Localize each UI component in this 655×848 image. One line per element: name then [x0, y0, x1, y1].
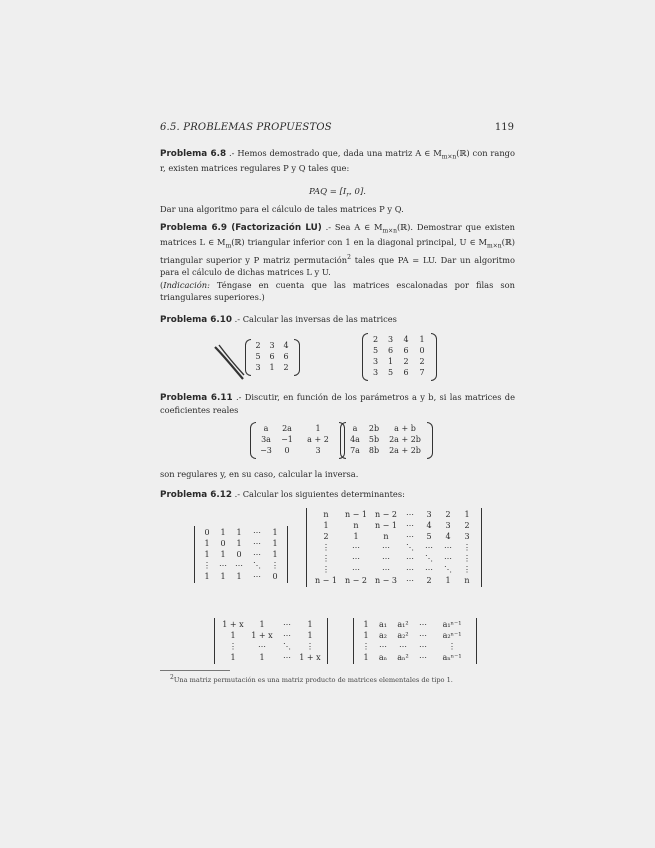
- matrix-cell: 5: [426, 532, 432, 541]
- matrix-cell: ⋮: [463, 543, 471, 552]
- right-parenthesis: [294, 339, 300, 376]
- matrix-cell: aₙ: [378, 653, 388, 662]
- matrix-cell: 1: [204, 539, 210, 548]
- matrix-cell: 6: [403, 346, 409, 355]
- problem-6-11-title: Problema 6.11: [160, 393, 233, 403]
- matrix-cell: 2: [419, 357, 425, 366]
- p69-t2: (ℝ). Demostrar que existen matrices L ∈ M: [160, 222, 516, 248]
- matrix-cell: ⋯: [352, 554, 360, 563]
- matrix-cell: 0: [204, 528, 210, 537]
- matrix-cell: n: [323, 510, 329, 519]
- matrix-cell: ⋯: [399, 642, 407, 651]
- matrix-cell: n − 2: [344, 576, 368, 585]
- p69-s3: m×n: [487, 242, 502, 250]
- matrix-cell: ⋯: [406, 521, 414, 530]
- matrix-grid: [199, 527, 283, 582]
- matrix-cell: 2b: [368, 424, 380, 433]
- matrix-grid: [311, 509, 477, 586]
- matrix-cell: 5: [372, 346, 379, 355]
- left-determinant-bar: [194, 526, 195, 583]
- p69-s1: m×n: [382, 227, 398, 235]
- matrix-cell: 2: [426, 576, 432, 585]
- problem-6-8-title: Problema 6.8: [160, 149, 227, 159]
- matrix-grid: [368, 334, 430, 378]
- matrix-cell: 1 + x: [251, 631, 273, 640]
- matrix-cell: ⋯: [406, 554, 414, 563]
- matrix-cell: 1: [204, 572, 210, 581]
- matrix-cell: 0: [236, 550, 242, 559]
- matrix-cell: n: [353, 521, 359, 530]
- matrix-cell: ⋯: [419, 620, 427, 629]
- matrix-cell: ⋯: [235, 561, 243, 570]
- matrix-cell: ⋯: [258, 642, 266, 651]
- matrix-cell: 5: [255, 352, 261, 361]
- matrix-cell: 3: [372, 357, 379, 366]
- matrix-cell: ⋯: [406, 576, 414, 585]
- matrix-cell: a₂: [379, 631, 387, 640]
- matrix-cell: 1: [236, 528, 242, 537]
- matrix-cell: 3: [255, 363, 261, 372]
- matrix-cell: 2a: [282, 424, 292, 433]
- matrix-cell: ⋯: [283, 631, 291, 640]
- matrix-cell: 1: [387, 357, 394, 366]
- matrix-cell: 6: [403, 368, 409, 377]
- matrix-cell: ⋮: [306, 642, 314, 651]
- matrix-cell: 1: [315, 424, 321, 433]
- matrix-cell: n − 1: [344, 510, 368, 519]
- problem-6-11-after: son regulares y, en su caso, calcular la inversa.: [160, 469, 359, 479]
- matrix-cell: 1: [363, 620, 369, 629]
- p610-text: .- Calcular las inversas de las matrices: [231, 314, 397, 324]
- matrix-cell: 5b: [368, 435, 380, 444]
- matrix-cell: ⋯: [283, 653, 291, 662]
- eq-sub: r: [346, 191, 350, 199]
- matrix-cell: ⋮: [322, 565, 330, 574]
- matrix-cell: 1 + x: [222, 620, 244, 629]
- problem-6-10-title: Problema 6.10: [160, 315, 232, 325]
- footnote-text: Una matriz permutación es una matriz producto de matrices elementales de tipo 1.: [173, 676, 453, 685]
- matrix-cell: aₙⁿ⁻¹: [442, 653, 462, 662]
- p69-t3: (ℝ) triangular inferior con 1 en la diagonal principal, U ∈ M: [231, 237, 488, 248]
- matrix-cell: ⋮: [271, 561, 279, 570]
- matrix-cell: 2: [403, 357, 409, 366]
- matrix-cell: 3a: [261, 435, 271, 444]
- matrix-cell: 2a + 2b: [389, 446, 421, 455]
- matrix-cell: a₁ⁿ⁻¹: [442, 620, 462, 629]
- matrix-cell: ⋮: [448, 642, 456, 651]
- matrix-cell: 2: [445, 510, 451, 519]
- matrix-cell: ⋯: [419, 642, 427, 651]
- matrix-cell: 1: [323, 521, 329, 530]
- matrix-cell: ⋯: [253, 528, 261, 537]
- matrix-cell: 7a: [350, 446, 360, 455]
- matrix-cell: 6: [387, 346, 394, 355]
- matrix-cell: a: [352, 424, 358, 433]
- matrix-cell: 1: [236, 539, 242, 548]
- matrix-cell: n − 3: [374, 576, 398, 585]
- matrix-cell: 3: [269, 341, 275, 350]
- eq-part-1: PAQ = [I: [309, 187, 347, 197]
- matrix-cell: ⋱: [444, 565, 452, 574]
- problem-6-8-text2: (ℝ) con rango r, existen matrices regulares P y Q tales que:: [160, 148, 515, 174]
- matrix-cell: 3: [315, 446, 321, 455]
- hint-text: Téngase en cuenta que las matrices escalonadas por filas son triangulares superiores.): [160, 280, 515, 302]
- matrix-cell: n − 1: [374, 521, 398, 530]
- matrix-cell: 1: [363, 631, 369, 640]
- matrix-cell: 1: [307, 620, 313, 629]
- matrix-cell: 1: [220, 528, 226, 537]
- matrix-cell: 3: [464, 532, 470, 541]
- matrix-cell: a₁²: [397, 620, 409, 629]
- right-determinant-bar: [287, 526, 288, 583]
- matrix-cell: 4a: [350, 435, 360, 444]
- left-determinant-bar: [214, 618, 215, 664]
- matrix-cell: 1: [353, 532, 359, 541]
- matrix-cell: 1: [220, 550, 226, 559]
- matrix-cell: 1: [259, 653, 265, 662]
- p69-t1: .- Sea A ∈ M: [321, 222, 383, 232]
- matrix-cell: ⋯: [444, 554, 452, 563]
- matrix-cell: ⋯: [253, 539, 261, 548]
- matrix-cell: 1: [230, 653, 236, 662]
- matrix-cell: ⋱: [406, 543, 414, 552]
- matrix-cell: 5: [387, 368, 394, 377]
- matrix-cell: n − 2: [374, 510, 398, 519]
- problem-6-8-sub: m×n: [441, 153, 457, 161]
- matrix-cell: ⋯: [382, 543, 390, 552]
- matrix-cell: 6: [269, 352, 275, 361]
- p69-s2: m: [225, 242, 232, 250]
- problem-6-9-title: Problema 6.9 (Factorización LU): [160, 223, 322, 233]
- right-parenthesis: [431, 333, 437, 381]
- matrix-cell: n: [383, 532, 389, 541]
- matrix-cell: 3: [372, 368, 379, 377]
- hint-label: Indicación:: [163, 280, 210, 290]
- matrix-cell: a₁: [379, 620, 387, 629]
- matrix-cell: 0: [272, 572, 278, 581]
- matrix-cell: 1: [419, 335, 425, 344]
- matrix-cell: a₂²: [397, 631, 409, 640]
- matrix-cell: 2: [464, 521, 470, 530]
- p69-footnote-mark: 2: [347, 254, 351, 262]
- matrix-cell: 1: [307, 631, 313, 640]
- matrix-cell: 2: [283, 363, 289, 372]
- matrix-cell: ⋯: [419, 631, 427, 640]
- matrix-cell: ⋯: [352, 565, 360, 574]
- eq-part-2: , 0].: [349, 187, 366, 197]
- problem-6-12: [160, 489, 515, 502]
- matrix-cell: ⋯: [406, 510, 414, 519]
- problem-6-8-after: Dar una algoritmo para el cálculo de tales matrices P y Q.: [160, 204, 404, 214]
- matrix-cell: ⋯: [425, 565, 433, 574]
- matrix-cell: ⋯: [425, 543, 433, 552]
- matrix-cell: a + b: [394, 424, 416, 433]
- matrix-cell: ⋯: [406, 565, 414, 574]
- left-determinant-bar: [353, 618, 354, 664]
- matrix-cell: ⋯: [444, 543, 452, 552]
- matrix-cell: −1: [281, 435, 293, 444]
- left-parenthesis: [362, 333, 368, 381]
- matrix-cell: 2: [372, 335, 379, 344]
- matrix-cell: a₂ⁿ⁻¹: [442, 631, 462, 640]
- matrix-cell: ⋯: [283, 620, 291, 629]
- matrix-cell: 3: [445, 521, 451, 530]
- p612-text: .- Calcular los siguientes determinantes:: [231, 489, 405, 499]
- matrix-cell: 2: [255, 341, 261, 350]
- matrix-grid: [219, 619, 323, 663]
- left-determinant-bar: [306, 508, 307, 587]
- matrix-cell: n: [464, 576, 470, 585]
- p69-t4: (ℝ) triangular superior y P matriz permutación: [160, 237, 515, 266]
- matrix-cell: ⋯: [379, 642, 387, 651]
- page-number: 119: [494, 122, 514, 133]
- matrix-cell: 4: [426, 521, 432, 530]
- matrix-cell: ⋯: [406, 532, 414, 541]
- matrix-cell: 4: [403, 335, 409, 344]
- problem-6-12-title: Problema 6.12: [160, 490, 232, 500]
- matrix-cell: ⋮: [203, 561, 211, 570]
- right-determinant-bar: [327, 618, 328, 664]
- footnote-rule: [160, 670, 230, 671]
- matrix-cell: 2a + 2b: [389, 435, 421, 444]
- matrix-cell: 0: [419, 346, 425, 355]
- matrix-cell: 1: [363, 653, 369, 662]
- problem-6-11: [160, 392, 515, 416]
- matrix-cell: 1: [272, 550, 278, 559]
- problem-6-8-equation: [160, 187, 515, 199]
- matrix-cell: 1: [220, 572, 226, 581]
- matrix-grid: [256, 423, 338, 456]
- right-determinant-bar: [476, 618, 477, 664]
- matrix-cell: 8b: [368, 446, 380, 455]
- left-parenthesis: [340, 422, 346, 459]
- matrix-cell: 4: [445, 532, 451, 541]
- matrix-cell: 1: [259, 620, 265, 629]
- matrix-cell: ⋯: [253, 572, 261, 581]
- matrix-cell: 1: [269, 363, 275, 372]
- right-determinant-bar: [481, 508, 482, 587]
- matrix-cell: ⋮: [229, 642, 237, 651]
- matrix-cell: n − 1: [314, 576, 338, 585]
- matrix-cell: ⋱: [283, 642, 291, 651]
- matrix-cell: ⋯: [219, 561, 227, 570]
- matrix-cell: 2: [323, 532, 329, 541]
- problem-6-10: [160, 314, 515, 327]
- problem-6-8: [160, 148, 515, 175]
- matrix-cell: 0: [284, 446, 290, 455]
- matrix-cell: ⋱: [425, 554, 433, 563]
- matrix-cell: 1: [445, 576, 451, 585]
- matrix-cell: ⋮: [362, 642, 370, 651]
- matrix-cell: a + 2: [307, 435, 329, 444]
- matrix-cell: 1: [204, 550, 210, 559]
- matrix-cell: ⋯: [382, 554, 390, 563]
- running-header: [160, 122, 514, 133]
- matrix-cell: ⋯: [419, 653, 427, 662]
- p611-text: .- Discutir, en función de los parámetros a y b, si las matrices de coeficientes reales: [160, 392, 515, 415]
- handwritten-mark-icon: [213, 341, 247, 383]
- matrix-cell: 4: [283, 341, 289, 350]
- matrix-cell: ⋮: [322, 543, 330, 552]
- matrix-cell: 1: [236, 572, 242, 581]
- left-parenthesis: [245, 339, 251, 376]
- right-parenthesis: [427, 422, 433, 459]
- matrix-cell: ⋱: [253, 561, 261, 570]
- matrix-cell: ⋮: [463, 554, 471, 563]
- problem-6-9-hint: (Indicación: Téngase en cuenta que las matrices escalonadas por filas son triangulares superiores.): [160, 280, 515, 302]
- problem-6-8-text: .- Hemos demostrado que, dada una matriz A ∈ M: [226, 148, 442, 158]
- matrix-grid: [251, 340, 293, 373]
- matrix-cell: ⋮: [463, 565, 471, 574]
- matrix-cell: ⋯: [382, 565, 390, 574]
- matrix-cell: 7: [419, 368, 425, 377]
- matrix-grid: [346, 423, 426, 456]
- matrix-cell: 1 + x: [299, 653, 321, 662]
- matrix-cell: ⋯: [253, 550, 261, 559]
- matrix-grid: [358, 619, 472, 663]
- left-parenthesis: [250, 422, 256, 459]
- p69-t5: tales que PA = LU. Dar un algoritmo para el cálculo de dichas matrices L y U.: [160, 255, 515, 277]
- matrix-cell: −3: [260, 446, 272, 455]
- matrix-cell: a: [263, 424, 269, 433]
- matrix-cell: 1: [272, 539, 278, 548]
- matrix-cell: 3: [426, 510, 432, 519]
- problem-6-9: [160, 222, 515, 278]
- matrix-cell: 1: [230, 631, 236, 640]
- matrix-cell: ⋯: [352, 543, 360, 552]
- matrix-cell: 0: [220, 539, 226, 548]
- matrix-cell: 3: [387, 335, 394, 344]
- matrix-cell: 6: [283, 352, 289, 361]
- matrix-cell: 1: [464, 510, 470, 519]
- matrix-cell: 1: [272, 528, 278, 537]
- matrix-cell: ⋮: [322, 554, 330, 563]
- footnote: [170, 674, 453, 684]
- section-title: 6.5. PROBLEMAS PROPUESTOS: [160, 122, 332, 133]
- matrix-cell: aₙ²: [397, 653, 409, 662]
- footnote-mark: 2: [170, 674, 174, 681]
